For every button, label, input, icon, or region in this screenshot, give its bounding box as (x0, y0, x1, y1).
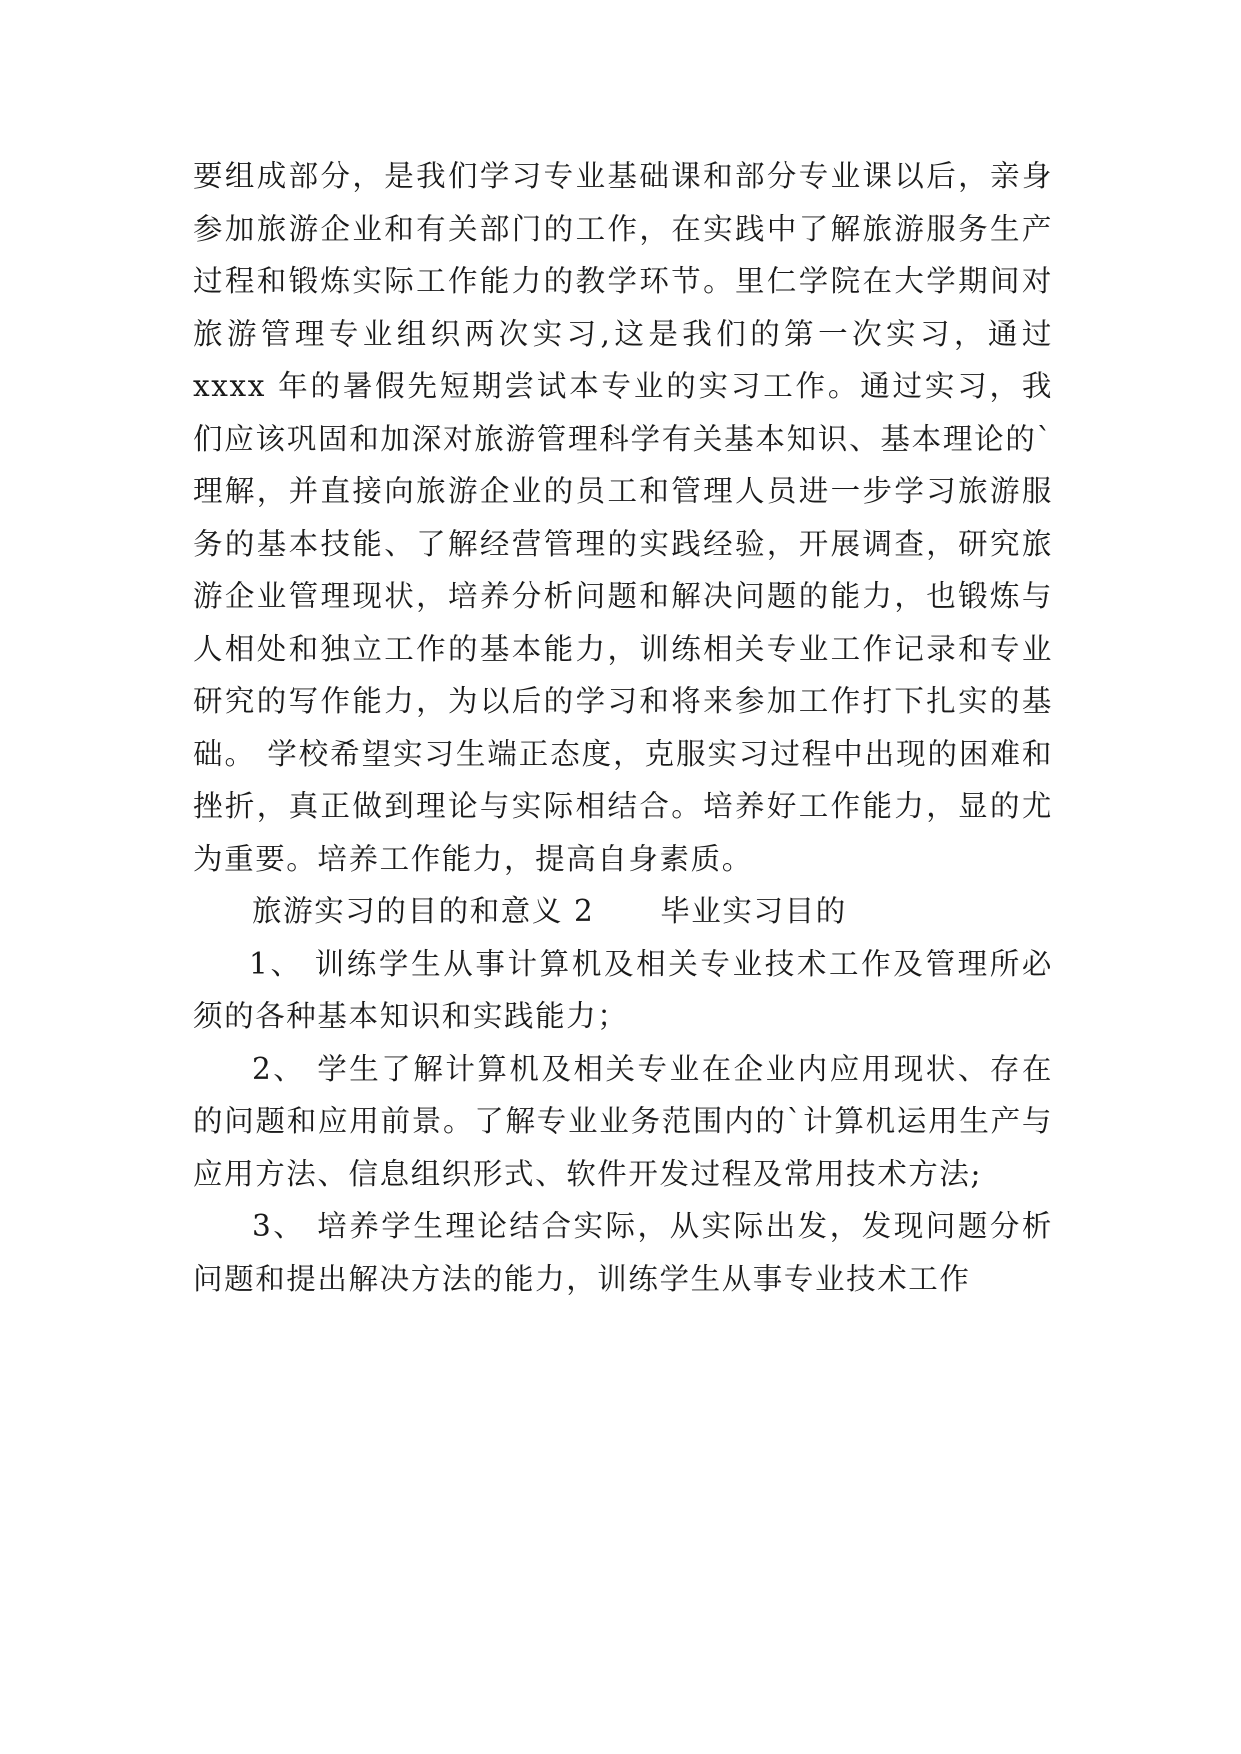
document-body (193, 150, 1053, 1305)
section-heading: 旅游实习的目的和意义 2 毕业实习目的 (252, 894, 847, 928)
list-item-1: 1、 训练学生从事计算机及相关专业技术工作及管理所必须的各种基本知识和实践能力； (193, 946, 1053, 1033)
list-item-2: 2、 学生了解计算机及相关专业在企业内应用现状、存在的问题和应用前景。了解专业业务范围内的`计算机运用生产与应用方法、信息组织形式、软件开发过程及常用技术方法; (193, 1051, 1053, 1191)
intro-paragraph: 要组成部分，是我们学习专业基础课和部分专业课以后，亲身参加旅游企业和有关部门的工作，在实践中了解旅游服务生产过程和锻炼实际工作能力的教学环节。里仁学院在大学期间对旅游管理专业组织两次实习,这是我们的第一次实习，通过 xxxx 年的暑假先短期尝试本专业的实习工作。通过实习，我们应该巩固和加深对旅游管理科学有关基本知识、基本理论的`理解，并直接向旅游企业的员工和管理人员进一步学习旅游服务的基本技能、了解经营管理的实践经验，开展调查，研究旅游企业管理现状，培养分析问题和解决问题的能力，也锻炼与人相处和独立工作的基本能力，训练相关专业工作记录和专业研究的写作能力，为以后的学习和将来参加工作打下扎实的基础。 学校希望实习生端正态度，克服实习过程中出现的困难和挫折，真正做到理论与实际相结合。培养好工作能力，显的尤为重要。培养工作能力，提高自身素质。 (193, 159, 1053, 876)
list-item-3: 3、 培养学生理论结合实际，从实际出发，发现问题分析问题和提出解决方法的能力，训练学生从事专业技术工作 (193, 1209, 1053, 1296)
